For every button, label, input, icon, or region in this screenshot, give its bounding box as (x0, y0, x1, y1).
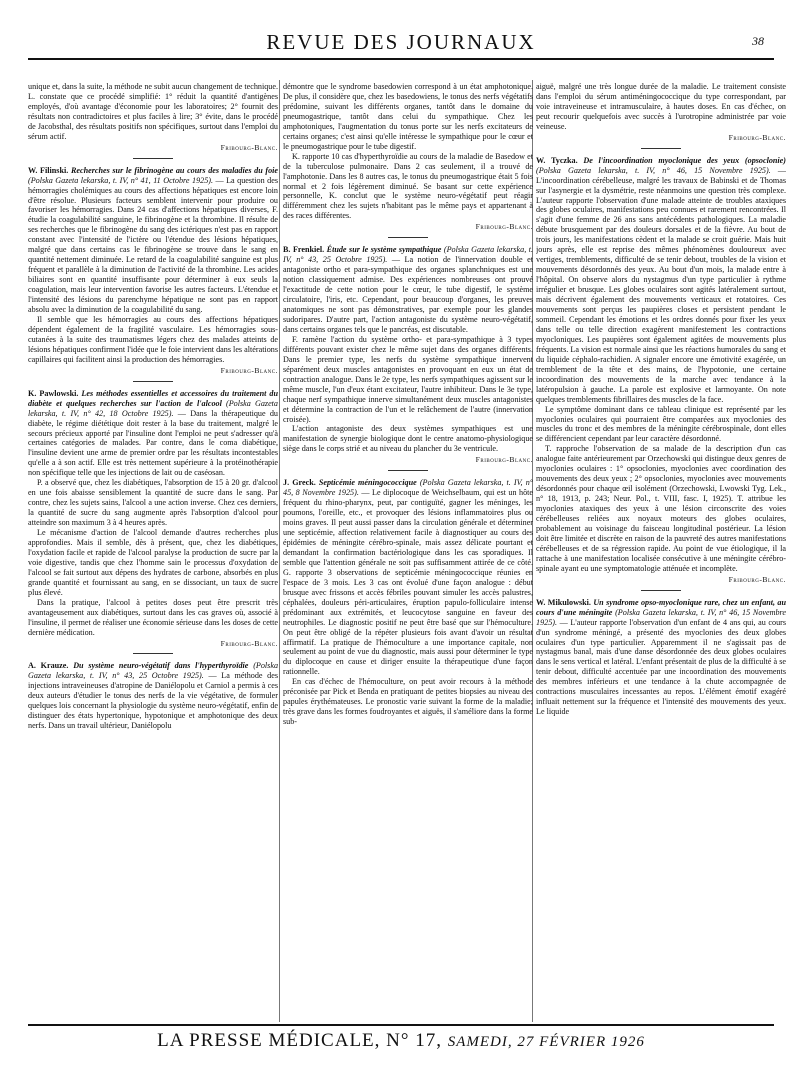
footer-line (28, 1030, 774, 1052)
article-title: Septicémie méningococcique (318, 478, 417, 488)
article-separator (133, 158, 173, 159)
article-paragraph (28, 389, 278, 479)
article-title: Les méthodes essentielles et accessoires du traitement du diabète et quelques recherches sur l'action de l'alcool (28, 388, 278, 408)
journal-section-title: REVUE DES JOURNAUX (266, 30, 536, 54)
article-source: (Polska Gazeta lekarska, t. IV, n° 46, 15 Novembre 1925). (536, 165, 771, 175)
running-header (28, 22, 774, 60)
article-text: — La notion de l'innervation double et antagoniste ortho et para-sympathique des organes splanchniques est une notion classiquement admise. Des expériences nombreuses ont prouvé l'exactitude de cette notion pour le cœur, le tube digestif, le système circulatoire, l'iris, etc. Cependant, pour beaucoup d'organes, les preuves anatomiques ne sont pas démonstratives, par exemple pour les glandes sudoripares. D'autre part, l'action antagoniste du système neuro-végétatif, dans certains organes tels que le pancréas, est discutable. (283, 255, 533, 334)
article-title: Recherches sur le fibrinogène au cours des maladies du foie (70, 165, 278, 175)
footer-journal: LA PRESSE MÉDICALE, N° 17, (157, 1030, 442, 1051)
article-signature: Fribourg-Blanc. (475, 455, 533, 465)
article-author: A. Krauze. (28, 661, 69, 671)
article-signature: Fribourg-Blanc. (728, 132, 786, 142)
article-title: Étude sur le système sympathique (326, 245, 442, 255)
article-paragraph: L'action antagoniste des deux systèmes sympathiques est une manifestation de synergie biologique dont le centre anatomo-physiologique siège dans le corps strié et au niveau du plancher du 3e ventricule. (283, 424, 533, 454)
article (283, 245, 533, 471)
text-column-2 (283, 82, 533, 1020)
article-separator (388, 237, 428, 238)
article-paragraph: P. a observé que, chez les diabétiques, l'absorption de 15 à 20 gr. d'alcool en une fois abaisse sensiblement la quantité de sucre dans le sang. Par contre, chez les sujets sains, l'alcool a une action inverse. Chez ces derniers, la quantité de sucre du sang augmente après l'absorption d'alcool pour atteindre son maximum 3 à 4 heures après. (28, 478, 278, 528)
article-separator (133, 653, 173, 654)
article-title: Un syndrome opso-myoclonique rare, chez un enfant, au cours d'une méningite (536, 597, 786, 617)
page-number: 38 (752, 34, 764, 48)
article-signature: Fribourg-Blanc. (220, 638, 278, 648)
header-rule (28, 58, 774, 60)
footer-date: SAMEDI, 27 FÉVRIER 1926 (447, 1034, 645, 1050)
article-paragraph: Le mécanisme d'action de l'alcool demande d'autres recherches plus approfondies. Mais il semble, dès à présent, que, chez les diabétiques, l'oxydation facile et rapide de l'alcool paralyse la production de sucre par la voie digestive, tandis que chez l'homme sain le processus d'oxydation de l'alcool se fait surtout aux dépens des hydrates de carbone, absorbés en plus grande quantité et fournissant au sang, en se dissociant, un taux de sucre plus élevé. (28, 528, 278, 597)
article-source: (Polska Gazeta lekarska, t. IV, n° 42, 18 Octobre 1925). (28, 398, 278, 418)
text-column-3 (536, 82, 786, 1020)
article-paragraph: F. ramène l'action du système ortho- et para-sympathique à 3 types différents pouvant exister chez le même sujet dans des organes différents. Dans le premier type, les nerfs du système sympathique innervent séparément deux muscles antagonistes en provoquant en eux un état de contraction analogue. Dans le 2e type, les nerfs sympathiques agissent sur le même muscle, l'un d'eux étant excitateur, l'autre inhibiteur. Dans le 3e type, chaque nerf sympathique innerve simultanément deux muscles antagonistes et détermine la contraction de l'un et le relâchement de l'autre (innervation croisée). (283, 334, 533, 424)
article-text: — L'incoordination cérébelleuse, malgré les travaux de Babinski et de Thomas sur l'asynergie et la dysmétrie, reste néanmoins une question très complexe. L'auteur rapporte l'observation d'une malade atteinte de troubles ataxiques des globes oculaires, manifestations peu connues et rarement rencontrées. Il s'agit d'une femme de 26 ans sans antécédents pathologiques. La maladie débute brusquement par des douleurs dorsales et de la fièvre. Au bout de trois jours, les manifestations cèdent et la malade se croit guérie. Mais huit jours après, elle est reprise des mêmes phénomènes douloureux avec vertiges, tremblements, difficulté de se tenir debout, troubles de la vision et mouvements désordonnés des yeux. Au bout d'un mois, la malade entre à l'hôpital. On observe alors du nystagmus d'un type particulier à rythme irrégulier et brusque. Les globes oculaires sont agités latéralement surtout, mais décrivent également des mouvements verticaux et rotatoires. Ces mouvements sont perçus les paupières closes et persistent pendant le sommeil. Cependant les émotions et les ordres donnés pour fixer les yeux dans telle ou telle direction exagèrent manifestement les contractions myocloniques. Les paupières sont également agitées de mouvements plus fréquents. La vision est normale ainsi que les réactions humorales du sang et du liquide céphalo-rachidien. A signaler encore une émotivité exagérée, un tremblement de la tête et des mains, de l'hypotonie, une certaine incoordination des mouvements de la marche avec tendance à la latéropulsion à gauche. La parole est explosive et larmoyante. On note quelques tremblements fibrillaires des muscles de la face. (536, 165, 786, 404)
article-title: De l'incoordination myoclonique des yeux (opsoclonie) (583, 155, 786, 165)
text-column-1 (28, 82, 278, 1020)
article-source: (Polska Gazeta lekarska, t. IV, n° 41, 11 Octobre 1925). (28, 175, 213, 185)
article-paragraph: Dans la pratique, l'alcool à petites doses peut être prescrit très avantageusement aux diabétiques, surtout dans les cas graves où, associé à l'insuline, il permet de réaliser une économie sérieuse dans les doses de cette dernière médication. (28, 597, 278, 637)
running-footer (28, 1024, 774, 1064)
article-source: (Polska Gazeta lekarska, t. IV, n° 43, 25 Octobre 1925). (28, 661, 278, 681)
article-separator (133, 381, 173, 382)
article-author: W. Filinski. (28, 165, 69, 175)
article (28, 661, 278, 731)
article-separator (641, 590, 681, 591)
column-divider (279, 80, 280, 1022)
footer-rule (28, 1024, 774, 1026)
article-paragraph (283, 478, 533, 677)
article-signature: Fribourg-Blanc. (475, 222, 533, 232)
article-text: — Dans la thérapeutique du diabète, le régime diététique doit rester à la base du traitement, malgré le secours précieux apporté par l'insuline dont l'emploi ne peut s'adresser qu'à certaines catégories de malades. Par contre, dans le coma diabétique, l'insuline devient une arme de premier ordre par les résultats incontestables qu'elle a à son actif. Elle est très nettement supérieure à la protéinothérapie non spécifique telle que les injections de lait ou de caséosan. (28, 408, 278, 478)
article-paragraph: Le symptôme dominant dans ce tableau clinique est représenté par les myoclonies oculaires qui pourraient être comparées aux myoclonies des muscles du tronc et des membres de la méningite cérébrospinale, dont elles se différencient cependant par leur caractère désordonné. (536, 404, 786, 444)
article (28, 166, 278, 382)
article-paragraph (283, 245, 533, 335)
article-paragraph (28, 166, 278, 315)
article-paragraph: aiguë, malgré une très longue durée de la maladie. Le traitement consiste dans l'emploi du sérum antiméningococcique du type correspondant, par voie intraveineuse et intramusculaire, à hautes doses. En cas d'échec, on peut recourir quelquefois avec succès à l'urotropine administrée par voie veineuse. (536, 82, 786, 131)
article-paragraph: démontre que le syndrome basedowien correspond à un état amphotonique. De plus, il considère que, chez les basedowiens, le tonus des nerfs végétatifs prédomine, suivant les différents organes, tantôt dans le domaine du pneumogastrique, tantôt dans celui du sympathique. Chez les amphotoniques, l'augmentation du tonus porte sur les nerfs excitateurs de certains organes; c'est ainsi qu'elle intéresse le sympathique pour le cœur et le pneumogastrique pour le tube digestif. (283, 82, 533, 151)
article (536, 598, 786, 717)
article-paragraph: T. rapproche l'observation de sa malade de la description d'un cas analogue faite antérieurement par Orzechowski qui distingue deux genres de myoclonies oculaires : 1° opsoclonies, myoclonies avec coordination des mouvements des deux yeux ; 2° opsoclonies, myoclonies avec mouvements désordonnés pour chaque œil isolément (Orzechowski, Lwowski Tyg. Lek., n° 18, 1913, p. 243; Neur. Pol., t. VIII, fasc. I, 1925). T. attribue les myoclonies ataxiques des yeux à une lésion circonscrite des voies cérébelleuses reliées aux noyaux moteurs des globes oculaires, probablement au voisinage du faisceau longitudinal postérieur. La lésion doit être limitée et discrète en raison de la pauvreté des autres manifestations cérébelleuses et de sa régression rapide. Au point de vue étiologique, il la rattache à une manifestation localisée consécutive à une méningite cérébro-spinale ayant eu une symptomatologie atténuée et incomplète. (536, 444, 786, 573)
article-signature: Fribourg-Blanc. (220, 365, 278, 375)
article-text: — Le diplocoque de Weichselbaum, qui est un hôte fréquent du rhino-pharynx, peut, par contiguïté, gagner les méninges, les poumons, l'oreille, etc., et provoquer des lésions inflammatoires plus ou moins graves. Il peut aussi passer dans la circulation générale et déterminer une septicémie, affection relativement facile à diagnostiquer au cours des épidémies de méningite cérébro-spinale, mais assez délicate pourtant et demandant la confirmation bactériologique dans les cas sporadiques. Il semble que l'attention générale ne soit pas suffisamment attirée de ce côté. G. rapporte 3 observations de septicémie méningococcique réunies en l'espace de 3 mois. Les 3 cas ont évolué d'une façon analogue : début brusque avec frissons et accès fébriles pouvant simuler les accès palustres, céphalées, douleurs péri-articulaires, éruption papulo-folliculaire intense prédominant aux extrémités, et leucocytose sanguine en faveur des neutrophiles. Le diagnostic positif ne peut être basé que sur l'hémoculture. On peut être obligé de la répéter plusieurs fois avant d'avoir un résultat affirmatif. La pratique de l'hémoculture a une importance capitale, non seulement au point de vue du diagnostic, mais aussi pour déterminer le type du diplocoque en cause et diriger ensuite la thérapeutique d'une façon rationnelle. (283, 488, 533, 677)
article (283, 82, 533, 238)
article (28, 389, 278, 655)
article (536, 156, 786, 591)
article-text: — La méthode des injections intraveineuses d'atropine de Daniélopolu et Carniol a permis à ces deux auteurs d'étudier le tonus des nerfs de la vie végétative, de formuler quelques lois concernant la physiologie du système neuro-végétatif, enfin de distinguer des états hypertonique, hypotonique et amphotonique des deux nerfs. Dans un travail ultérieur, Daniélopolu (28, 671, 278, 731)
article-author: W. Tyczka. (536, 155, 578, 165)
article-author: B. Frenkiel. (283, 245, 325, 255)
article-text: — L'auteur rapporte l'observation d'un enfant de 4 ans qui, au cours d'un syndrome méningé, a présenté des myoclonies des deux globes oculaires d'un type particulier. Apparemment il ne s'agissait pas de nystagmus banal, mais d'une danse désordonnée des deux globes oculaires dans le sens vertical et latéral. L'enfant présentait de plus de la difficulté à se tenir debout, difficulté accentuée par une incoordination des mouvements des membres inférieurs et une tendance à la chute accompagnée de contractions musculaires incessantes au repos. L'élément émotif exagéré influait nettement sur la fréquence et l'intensité des mouvements des yeux. Le liquide (536, 617, 786, 717)
article-author: J. Greck. (283, 478, 316, 488)
article-source: (Polska Gazeta lekarska, t. IV, n° 46, 15 Novembre 1925). (536, 607, 786, 627)
article-source: (Polska Gazeta lekarska, t. IV, n° 43, 25 Octobre 1925). (283, 245, 533, 265)
article (283, 478, 533, 727)
article-paragraph: Il semble que les hémorragies au cours des affections hépatiques dépendent également de la fragilité vasculaire. Les hémorragies sous-cutanées à la suite des traumatismes légers chez des malades atteints de lésions hépatiques confirment l'idée que le foie intervient dans les altérations capillaires qui facilitent ainsi la production des hémorragies. (28, 314, 278, 364)
article-author: W. Mikulowski. (536, 597, 591, 607)
article-paragraph: unique et, dans la suite, la méthode ne subit aucun changement de technique. L. constate que ce procédé simplifié: 1° réduit la quantité d'antigènes employés, d'où avantage d'économie pour les laboratoires; 2° fournit des résultats non contradictoires et plus faciles à lire; 3° évite, dans le procédé de Jacobsthal, des résultats positifs non spécifiques, surtout dans l'emploi du sérum actif. (28, 82, 278, 141)
article-title: Du système neuro-végétatif dans l'hyperthyroïdie (73, 661, 249, 671)
article-signature: Fribourg-Blanc. (220, 142, 278, 152)
article-paragraph (536, 598, 786, 717)
article-text: — La question des hémorragies cholémiques au cours des affections hépatiques est encore loin d'être résolue. Plusieurs facteurs semblent intervenir pour produire ou favoriser les hémorragies. Dans 24 cas d'affections hépatiques diverses, F. étudie la coagulabilité sanguine, le fibrinogène et la thrombine. Il résulte de ses recherches que le fibrinogène du sang des ictériques n'est pas en rapport constant avec l'intensité de l'ictère ou l'étendue des lésions hépatiques, malgré que dans certains cas le fibrinogène se trouve dans le sang en quantité nettement diminuée. Le retard de la coagulabilité sanguine est plus fréquent et parallèle à la diminution de l'activité de la thrombine. Les acides biliaires sont en quantité insuffisante pour déterminer à eux seuls la coagulation, mais leur intervention favorise les autres facteurs. L'étendue et l'intensité des lésions du parenchyme hépatique ne sont pas en rapport absolu avec la diminution de la coagulabilité du sang. (28, 175, 278, 315)
article-separator (388, 470, 428, 471)
article (536, 82, 786, 149)
article-paragraph: En cas d'échec de l'hémoculture, on peut avoir recours à la méthode préconisée par Pick et Benda en pratiquant de petites biopsies au niveau des papules érythémateuses. Le pronostic varie suivant la forme de la maladie; très grave dans les formes foudroyantes et aiguës, il s'améliore dans la forme sub- (283, 677, 533, 727)
article (28, 82, 278, 159)
article-signature: Fribourg-Blanc. (728, 574, 786, 584)
article-paragraph (28, 661, 278, 731)
article-source: (Polska Gazeta lekarska, t. IV, n° 45, 8 Novembre 1925). (283, 478, 533, 498)
article-author: K. Pawlowski. (28, 388, 79, 398)
article-separator (641, 148, 681, 149)
article-paragraph (536, 156, 786, 405)
article-paragraph: K. rapporte 10 cas d'hyperthyroïdie au cours de la maladie de Basedow et de la tuberculose pulmonaire. Dans 2 cas seulement, il a trouvé de l'amphotonie. Dans les 8 autres cas, le tonus du pneumogastrique était 5 fois normal et 2 fois légèrement diminué. Se basant sur cette expérience personnelle, K. conclut que le système neuro-végétatif peut réagir différemment chez les sujets n'habitant pas le même pays et appartenant à des races différentes. (283, 151, 533, 221)
